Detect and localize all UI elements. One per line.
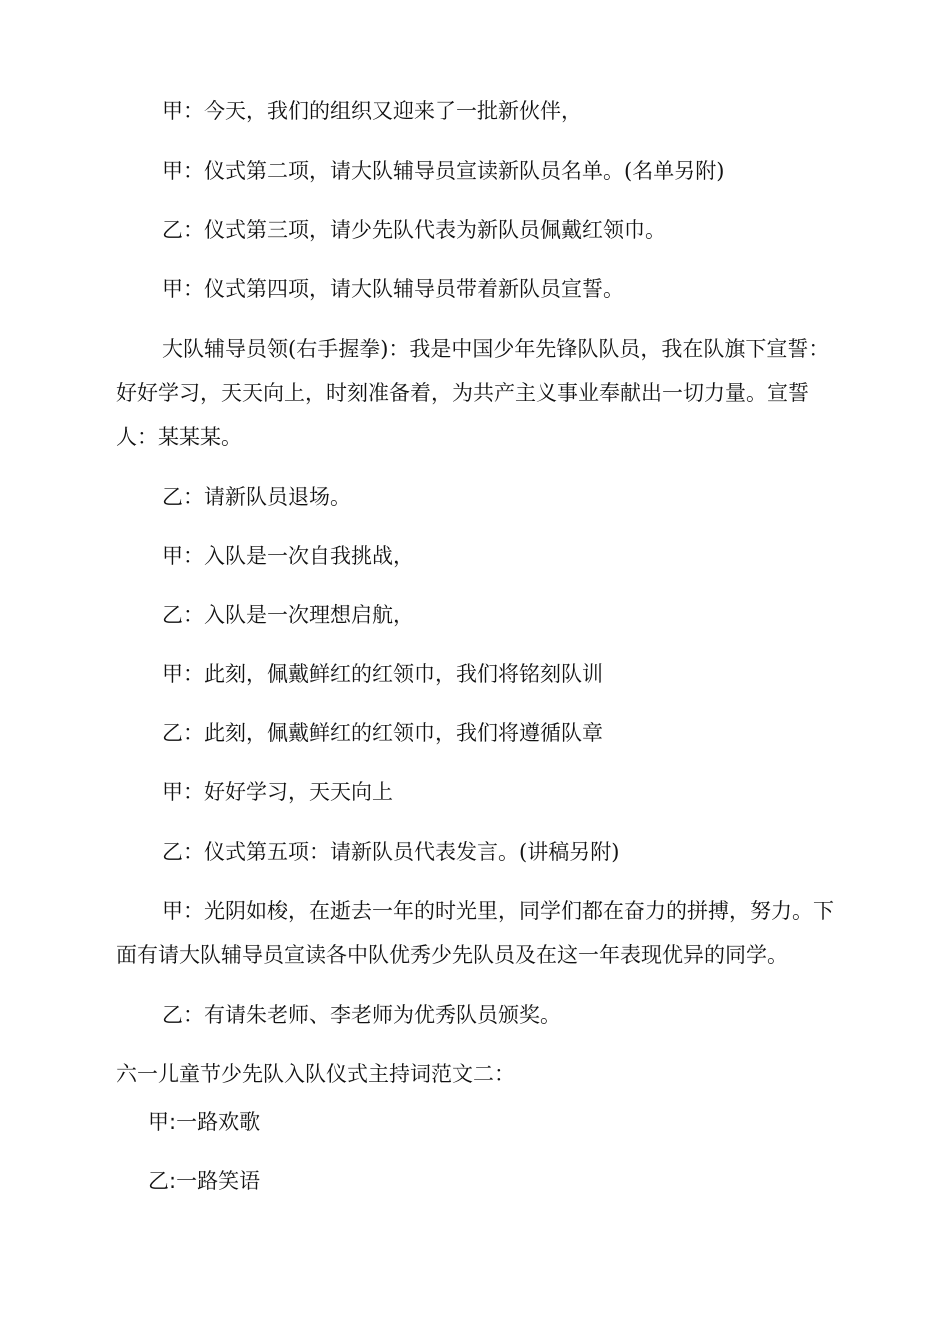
paragraph-1: 甲：今天，我们的组织又迎来了一批新伙伴， — [162, 99, 582, 123]
paragraph-4: 甲：仪式第四项，请大队辅导员带着新队员宣誓。 — [162, 277, 624, 301]
paragraph-6: 乙：请新队员退场。 — [162, 485, 351, 509]
section-heading: 六一儿童节少先队入队仪式主持词范文二： — [116, 1062, 515, 1086]
paragraph-10: 乙：此刻，佩戴鲜红的红领巾，我们将遵循队章 — [162, 721, 603, 745]
paragraph-11: 甲：好好学习，天天向上 — [162, 780, 393, 804]
paragraph-14: 乙：有请朱老师、李老师为优秀队员颁奖。 — [162, 1003, 561, 1027]
paragraph-3: 乙：仪式第三项，请少先队代表为新队员佩戴红领巾。 — [162, 218, 666, 242]
paragraph-8: 乙：入队是一次理想启航， — [162, 603, 414, 627]
paragraph-7: 甲：入队是一次自我挑战， — [162, 544, 414, 568]
paragraph-9: 甲：此刻，佩戴鲜红的红领巾，我们将铭刻队训 — [162, 662, 603, 686]
section-line-2: 乙:一路笑语 — [148, 1169, 261, 1193]
section-line-1: 甲:一路欢歌 — [148, 1110, 261, 1134]
paragraph-oath: 大队辅导员领(右手握拳)：我是中国少年先锋队队员，我在队旗下宣誓：好好学习，天天向上，时刻准备着，为共产主义事业奉献出一切力量。宣誓人：某某某。 — [116, 337, 830, 449]
paragraph-2: 甲：仪式第二项，请大队辅导员宣读新队员名单。(名单另附) — [162, 159, 725, 183]
paragraph-12: 乙：仪式第五项：请新队员代表发言。(讲稿另附) — [162, 840, 620, 864]
paragraph-13: 甲：光阴如梭，在逝去一年的时光里，同学们都在奋力的拼搏，努力。下面有请大队辅导员宣读各中队优秀少先队员及在这一年表现优异的同学。 — [116, 899, 834, 967]
